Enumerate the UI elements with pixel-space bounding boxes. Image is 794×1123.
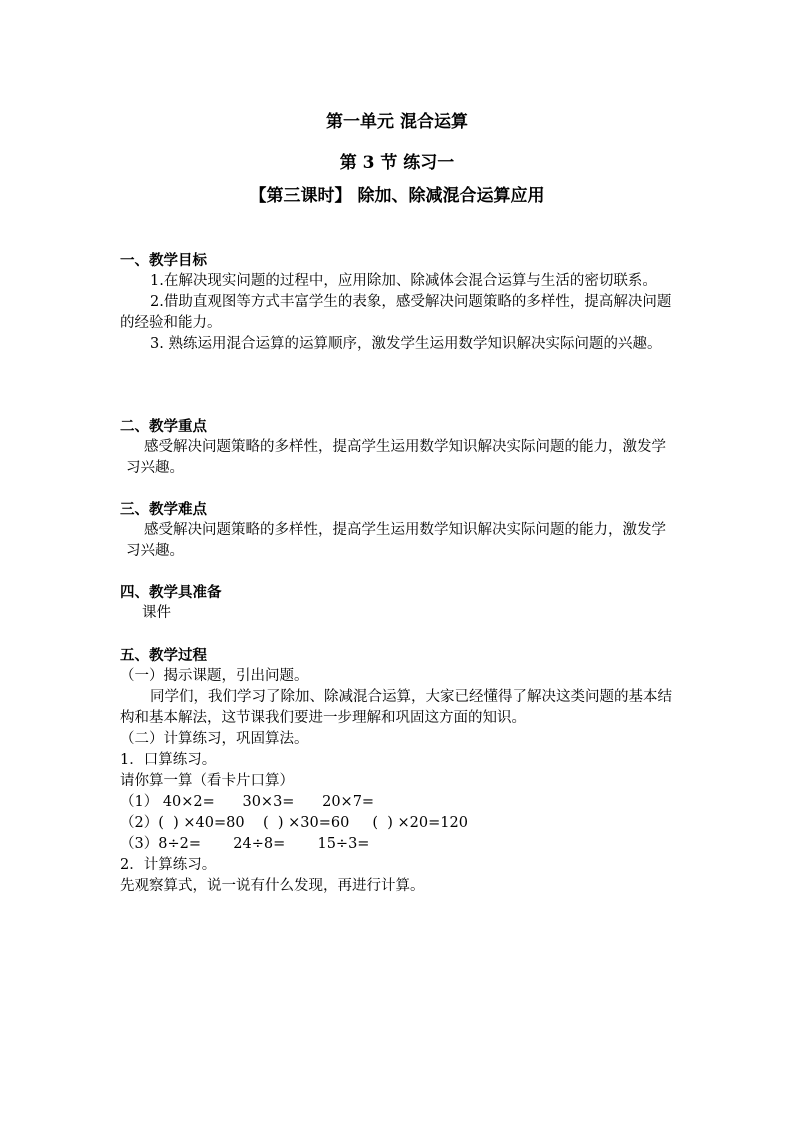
goal-1: 1.在解决现实问题的过程中，应用除加、除减体会混合运算与生活的密切联系。 <box>150 273 657 289</box>
key-points-heading: 二、教学重点 <box>120 418 207 435</box>
section-difficulties <box>120 499 680 562</box>
goal-2: 2.借助直观图等方式丰富学生的表象，感受解决问题策略的多样性，提高解决问题的经验和能力。 <box>120 294 672 331</box>
difficulties-heading: 三、教学难点 <box>120 501 207 518</box>
calc-practice-instruction: 先观察算式，说一说有什么发现，再进行计算。 <box>120 878 425 894</box>
calc-practice-item: 2．计算练习。 <box>120 857 217 873</box>
key-points-text: 感受解决问题策略的多样性，提高学生运用数学知识解决实际问题的能力，激发学习兴趣。 <box>126 439 666 476</box>
part1-text: 同学们，我们学习了除加、除减混合运算，大家已经懂得了解决这类问题的基本结构和基本解法，这节课我们要进一步理解和巩固这方面的知识。 <box>120 689 672 726</box>
lesson-title: 【第三课时】 除加、除减混合运算应用 <box>249 186 545 206</box>
oral-practice-prompt: 请你算一算（看卡片口算） <box>120 773 294 789</box>
oral-practice-item: 1．口算练习。 <box>120 752 217 768</box>
section-process <box>120 645 680 897</box>
difficulties-text: 感受解决问题策略的多样性，提高学生运用数学知识解决实际问题的能力，激发学习兴趣。 <box>126 522 666 559</box>
exercise-row-3: （3）8÷2= 24÷8= 15÷3= <box>120 836 370 852</box>
materials-heading: 四、教学具准备 <box>120 584 222 601</box>
unit-title: 第一单元 混合运算 <box>326 112 468 132</box>
section-materials <box>120 582 680 624</box>
exercise-row-1: （1） 40×2= 30×3= 20×7= <box>120 794 375 810</box>
section-goals <box>120 250 680 355</box>
part1-title: （一）揭示课题，引出问题。 <box>120 668 309 684</box>
exercise-row-2: （2）( ) ×40=80 ( ) ×30=60 ( ) ×20=120 <box>120 815 468 831</box>
process-heading: 五、教学过程 <box>120 647 207 664</box>
part2-title: （二）计算练习，巩固算法。 <box>120 731 309 747</box>
goals-heading: 一、教学目标 <box>120 252 207 269</box>
materials-text: 课件 <box>142 605 171 621</box>
goal-3: 3. 熟练运用混合运算的运算顺序，激发学生运用数学知识解决实际问题的兴趣。 <box>150 336 662 352</box>
section-key-points <box>120 416 680 479</box>
section-title: 第 3 节 练习一 <box>339 153 455 173</box>
